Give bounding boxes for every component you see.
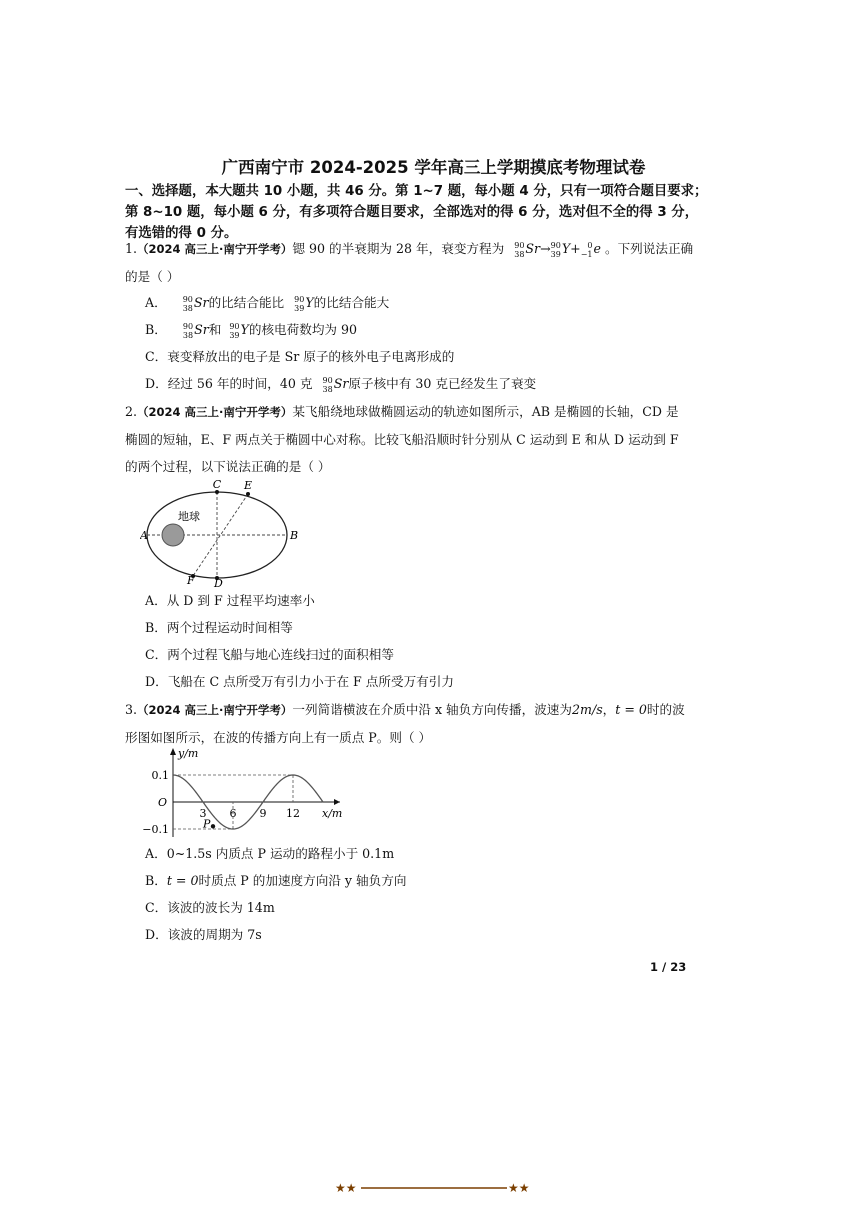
question-text: 椭圆的短轴，E、F 两点关于椭圆中心对称。比较飞船沿顺时针分别从 C 运动到 E 和从 D 运动到 F — [125, 432, 679, 447]
origin-label: O — [158, 796, 168, 809]
star-icon: ★★ — [335, 1181, 357, 1195]
question-1-stem — [125, 235, 745, 290]
x-axis-label: x/m — [322, 807, 343, 820]
question-2-stem — [125, 398, 745, 480]
q2-option-d: D．飞船在 C 点所受万有引力小于在 F 点所受万有引力 — [145, 674, 454, 689]
q3-option-a: A．0~1.5s 内质点 P 运动的路程小于 0.1m — [145, 846, 395, 861]
y-axis-arrow — [170, 748, 176, 755]
q2-option-b: B．两个过程运动时间相等 — [145, 620, 293, 635]
earth-icon — [162, 524, 184, 546]
y-axis-label: y/m — [178, 747, 199, 760]
orbit-diagram — [140, 476, 300, 588]
question-text: 形图如图所示，在波的传播方向上有一质点 P。则（ ） — [125, 730, 432, 745]
question-text: 一列简谐横波在介质中沿 x 轴负方向传播，波速为 — [292, 702, 572, 717]
label-b: B — [290, 529, 299, 542]
label-d: D — [214, 577, 223, 588]
question-text: 锶 90 的半衰期为 28 年，衰变方程为 — [292, 241, 505, 256]
q1-option-d: D．经过 56 年的时间，40 克 90 38 Sr原子核中有 30 克已经发生了衰变 — [145, 375, 537, 394]
wave-graph — [140, 745, 350, 840]
point-p-label: P — [203, 817, 211, 831]
page-number: 1 / 23 — [650, 960, 687, 974]
label-e: E — [244, 479, 253, 492]
x-tick-label: 3 — [199, 807, 207, 820]
q2-option-a: A．从 D 到 F 过程平均速率小 — [145, 593, 315, 608]
section-line-2: 第 8~10 题，每小题 6 分，有多项符合题目要求，全部选对的得 6 分，选对但不全的得 3 分， — [125, 205, 699, 220]
question-source: （2024 高三上·南宁开学考） — [137, 703, 293, 717]
x-tick-label: 9 — [259, 807, 267, 820]
wave-speed: 2m/s — [572, 702, 603, 717]
label-c: C — [212, 478, 222, 491]
point-p — [211, 824, 215, 828]
question-text: 的是（ ） — [125, 269, 180, 284]
question-3-stem: 3.（2024 高三上·南宁开学考）一列简谐横波在介质中沿 x 轴负方向传播，波速为2m/s，t = 0时的波 形图如图所示，在波的传播方向上有一质点 P。则（ ） — [125, 696, 745, 751]
question-number: 1. — [125, 241, 138, 256]
x-tick-label: 12 — [286, 807, 300, 820]
section-line-3: 有选错的得 0 分。 — [125, 226, 238, 241]
decay-equation: 90 38 Sr→ 90 39 Y+ 0 −1 e — [514, 240, 601, 259]
q1-option-a: A． 90 38 Sr的比结合能比 90 39 Y的比结合能大 — [145, 294, 390, 313]
q3-option-c: C．该波的波长为 14m — [145, 900, 275, 915]
q2-option-c: C．两个过程飞船与地心连线扫过的面积相等 — [145, 647, 394, 662]
label-f: F — [187, 574, 195, 587]
q3-option-b: B．t = 0时质点 P 的加速度方向沿 y 轴负方向 — [145, 873, 407, 888]
q1-option-c: C．衰变释放出的电子是 Sr 原子的核外电子电离形成的 — [145, 349, 455, 364]
question-source: （2024 高三上·南宁开学考） — [137, 242, 293, 256]
q3-option-d: D．该波的周期为 7s — [145, 927, 262, 942]
question-text: 的两个过程，以下说法正确的是（ ） — [125, 459, 331, 474]
question-number: 3. — [125, 702, 138, 717]
question-number: 2. — [125, 404, 138, 419]
point-e — [246, 492, 250, 496]
y-tick-label: 0.1 — [151, 769, 169, 782]
footer-decoration — [335, 1180, 535, 1196]
label-a: A — [140, 529, 148, 542]
q1-option-b: B． 90 38 Sr和 90 39 Y的核电荷数均为 90 — [145, 321, 358, 340]
x-axis-arrow — [334, 799, 340, 805]
page-title: 广西南宁市 2024-2025 学年高三上学期摸底考物理试卷 — [221, 158, 646, 177]
question-text: 某飞船绕地球做椭圆运动的轨迹如图所示，AB 是椭圆的长轴，CD 是 — [292, 404, 679, 419]
question-text: 。下列说法正确 — [604, 241, 694, 256]
earth-label: 地球 — [178, 510, 200, 523]
y-tick-label: −0.1 — [142, 823, 169, 836]
x-tick-label: 6 — [229, 807, 237, 820]
star-icon: ★★ — [508, 1181, 530, 1195]
question-source: （2024 高三上·南宁开学考） — [137, 405, 293, 419]
section-line-1: 一、选择题，本大题共 10 小题，共 46 分。第 1~7 题，每小题 4 分，只有一项符合题目要求； — [125, 184, 708, 199]
